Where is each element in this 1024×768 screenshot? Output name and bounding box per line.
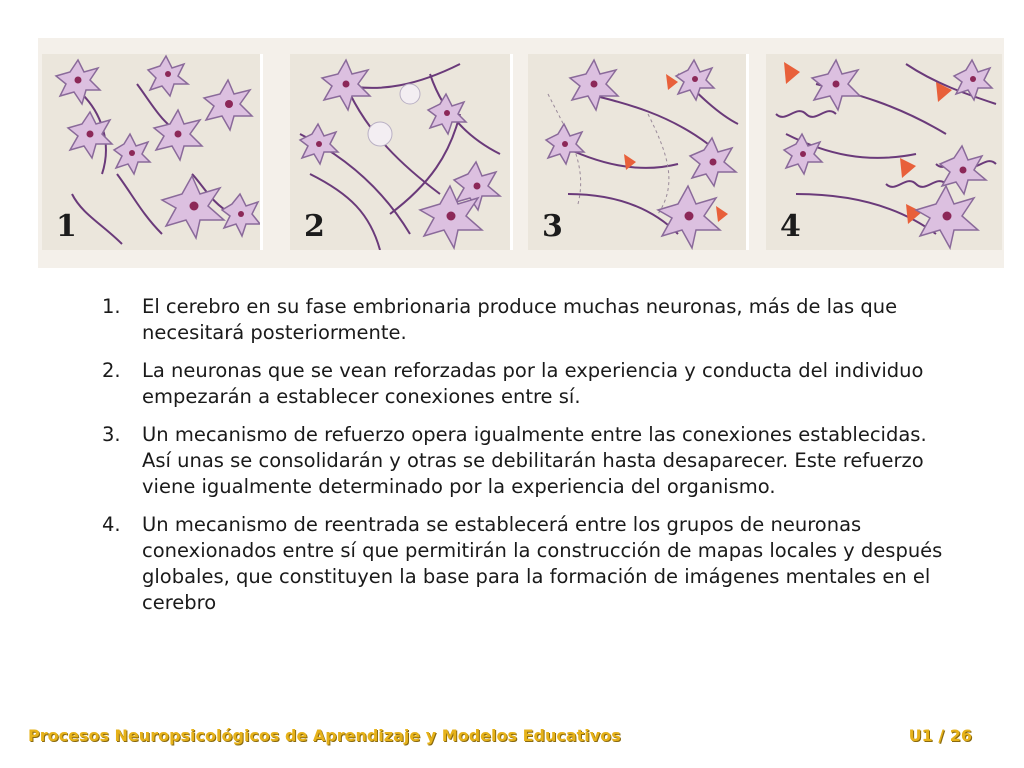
list-item-text: Un mecanismo de refuerzo opera igualmente entre las conexiones establecidas. Así unas se consolidarán y otras se debilitarán hasta desaparecer. Este refuerzo viene igualmente determinado por la experiencia del organismo.	[142, 423, 927, 498]
panel-4-number: 4	[780, 209, 801, 244]
list-item	[100, 294, 960, 346]
panel-2-number: 2	[304, 209, 325, 244]
process-steps-list	[100, 294, 960, 628]
list-item-text: La neuronas que se vean reforzadas por la experiencia y conducta del individuo empezarán a establecer conexiones entre sí.	[142, 359, 924, 408]
panel-4-drawing	[766, 54, 1002, 250]
list-item-number: 2.	[102, 359, 121, 382]
list-item	[100, 358, 960, 410]
list-item-number: 1.	[102, 295, 121, 318]
neuron-development-figure	[38, 38, 1004, 268]
panel-3-number: 3	[542, 209, 563, 244]
list-item-text: Un mecanismo de reentrada se establecerá entre los grupos de neuronas conexionados entre sí que permitirán la construcción de mapas locales y después globales, que constituyen la base para la formación de imágenes mentales en el cerebro	[142, 513, 943, 614]
list-item-number: 4.	[102, 513, 121, 536]
panel-2-initial-connections	[290, 54, 513, 250]
panel-1-embryonic-neurons	[42, 54, 263, 250]
list-item	[100, 512, 960, 616]
panel-1-number: 1	[56, 209, 77, 244]
footer-course-title: Procesos Neuropsicológicos de Aprendizaje y Modelos Educativos	[28, 726, 621, 745]
list-item-text: El cerebro en su fase embrionaria produce muchas neuronas, más de las que necesitará posteriormente.	[142, 295, 898, 344]
list-item-number: 3.	[102, 423, 121, 446]
list-item	[100, 422, 960, 500]
panel-4-reentry-maps	[766, 54, 1002, 250]
footer-page-number: U1 / 26	[908, 726, 972, 745]
panel-3-reinforced-connections	[528, 54, 749, 250]
